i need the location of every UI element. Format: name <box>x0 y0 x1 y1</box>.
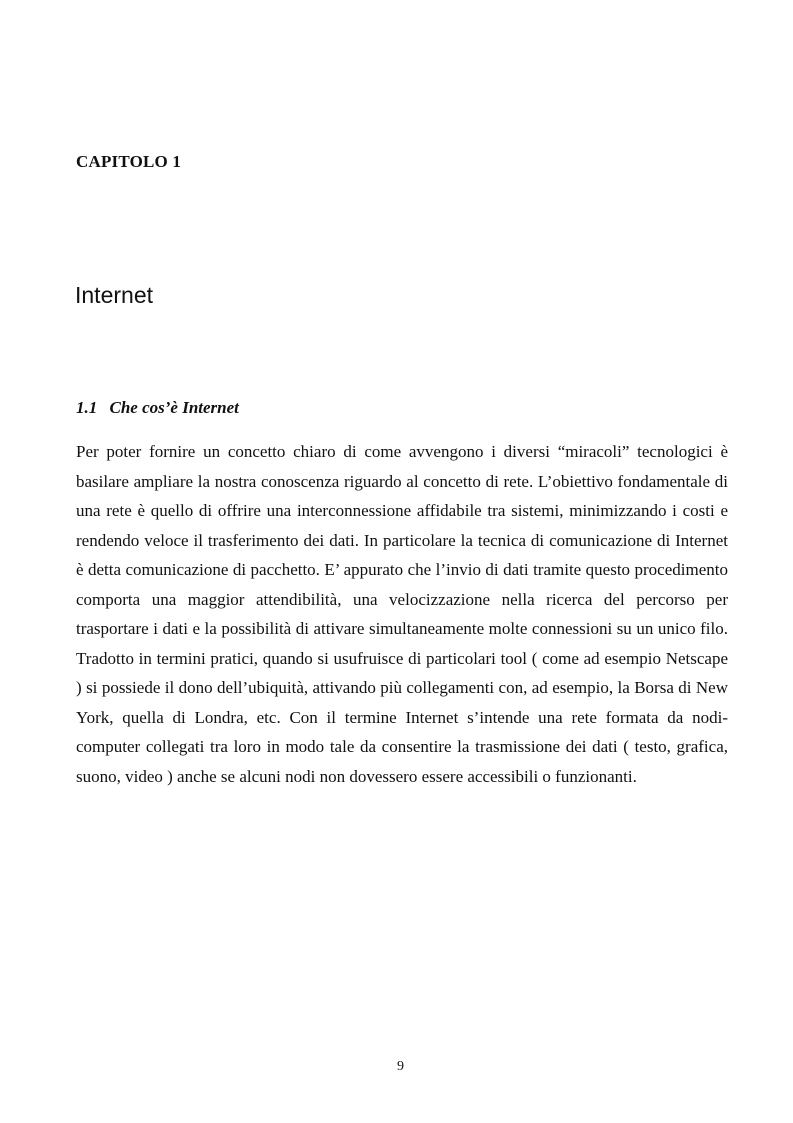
chapter-title: Internet <box>75 282 153 308</box>
section-title: Che cos’è Internet <box>109 398 239 417</box>
section-heading <box>76 398 239 418</box>
chapter-label: CAPITOLO 1 <box>76 152 182 171</box>
body-paragraph: Per poter fornire un concetto chiaro di come avvengono i diversi “miracoli” tecnologici è basilare ampliare la nostra conoscenza riguardo al concetto di rete. L’obiettivo fondamentale di una rete è quello di offrire una interconnessione affidabile tra sistemi, minimizzando i costi e rendendo veloce il trasferimento dei dati. In particolare la tecnica di comunicazione di Internet è detta comunicazione di pacchetto. E’ appurato che l’invio di dati tramite questo procedimento comporta una maggior attendibilità, una velocizzazione nella ricerca del percorso per trasportare i dati e la possibilità di attivare simultaneamente molte connessioni su un unico filo. Tradotto in termini pratici, quando si usufruisce di particolari tool ( come ad esempio Netscape ) si possiede il dono dell’ubiquità, attivando più collegamenti con, ad esempio, la Borsa di New York, quella di Londra, etc. Con il termine Internet s’intende una rete formata da nodi-computer collegati tra loro in modo tale da consentire la trasmissione dei dati ( testo, grafica, suono, video ) anche se alcuni nodi non dovessero essere accessibili o funzionanti. <box>76 442 728 786</box>
section-number: 1.1 <box>76 398 98 417</box>
page-number: 9 <box>397 1059 404 1074</box>
